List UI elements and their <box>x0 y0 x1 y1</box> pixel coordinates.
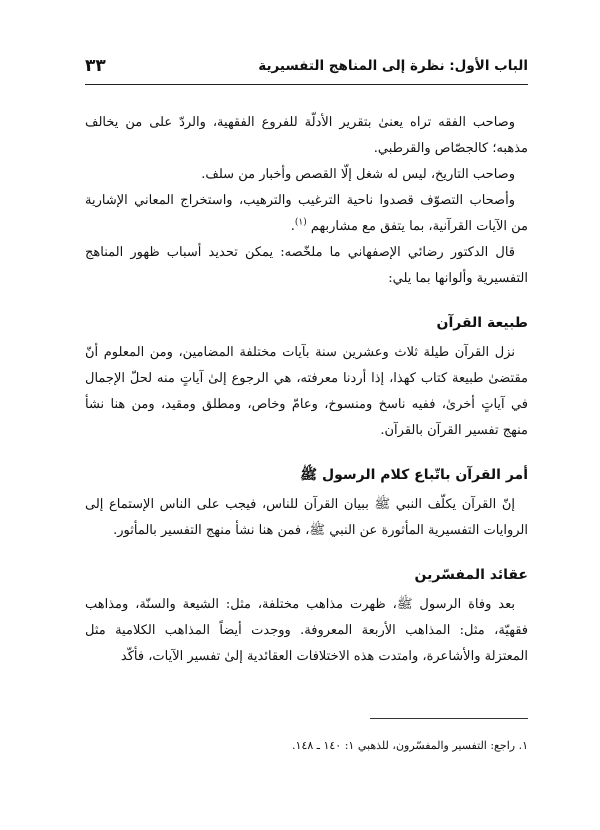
footnote-divider <box>370 718 528 719</box>
section-heading-following-prophet: أمر القرآن باتّباع كلام الرسول ﷺ <box>300 467 528 483</box>
paragraph-history: وصاحب التاريخ، ليس له شغل إلّا القصص وأخبار من سلف. <box>201 167 515 182</box>
header-title: الباب الأول: نظرة إلى المناهج التفسيرية <box>258 58 528 74</box>
section-heading-exegetes-beliefs: عقائد المفسّرين <box>414 567 528 583</box>
header-divider <box>85 84 528 85</box>
section-text-exegetes-beliefs: بعد وفاة الرسول ﷺ، ظهرت مذاهب مختلفة، مثل: الشيعة والسنّة، ومذاهب فقهيّة، مثل: المذاهب الأربعة المعروفة. ووجدت أيضاً المذاهب الكلامية مثل المعتزلة والأشاعرة، وامتدت هذه الاختلافات العقائدية إلىٰ تفسير الآيات، فأكّد <box>85 597 528 664</box>
paragraph-fiqh: وصاحب الفقه تراه يعنىٰ بتقرير الأدلّة للفروع الفقهية، والردّ على من يخالف مذهبه؛ كالجصّاص والقرطبي. <box>85 115 528 156</box>
page-number: ٣٣ <box>85 56 106 76</box>
footnote-reference[interactable]: (١) <box>294 217 307 228</box>
footnote: ١. راجع: التفسير والمفسّرون، للذهبي ١: ١٤٠ ـ ١٤٨. <box>292 739 528 752</box>
section-text-nature-of-quran: نزل القرآن طيلة ثلاث وعشرين سنة بآيات مختلفة المضامين، ومن المعلوم أنّ مقتضىٰ طبيعة كتاب كهذا، إذا أردنا معرفته، هي الرجوع إلىٰ آياتٍ منه لحلّ الإجمال في آياتٍ أخرىٰ، ففيه ناسخ ومنسوخ، وعامّ وخاص، ومطلق ومقيد، ومن هنا نشأ منهج تفسير القرآن بالقرآن. <box>85 345 528 438</box>
running-header <box>85 58 528 82</box>
page-body <box>85 110 528 670</box>
section-heading-nature-of-quran: طبيعة القرآن <box>436 315 528 331</box>
paragraph-sufism: وأصحاب التصوّف قصدوا ناحية الترغيب والترهيب، واستخراج المعاني الإشارية من الآيات القرآنية، بما يتفق مع مشاربهم $^{(١)}$. <box>85 193 528 234</box>
paragraph-sufism-text: وأصحاب التصوّف قصدوا ناحية الترغيب والترهيب، واستخراج المعاني الإشارية من الآيات القرآنية، بما يتفق مع مشاربهم <box>85 193 528 234</box>
paragraph-isfahani: قال الدكتور رضائي الإصفهاني ما ملخّصه: يمكن تحديد أسباب ظهور المناهج التفسيرية وألوانها بما يلي: <box>85 245 528 286</box>
section-text-following-prophet: إنّ القرآن يكلّف النبي ﷺ ببيان القرآن للناس، فيجب على الناس الإستماع إلى الروايات التفسيرية المأثورة عن النبي ﷺ، فمن هنا نشأ منهج التفسير بالمأثور. <box>85 497 528 538</box>
